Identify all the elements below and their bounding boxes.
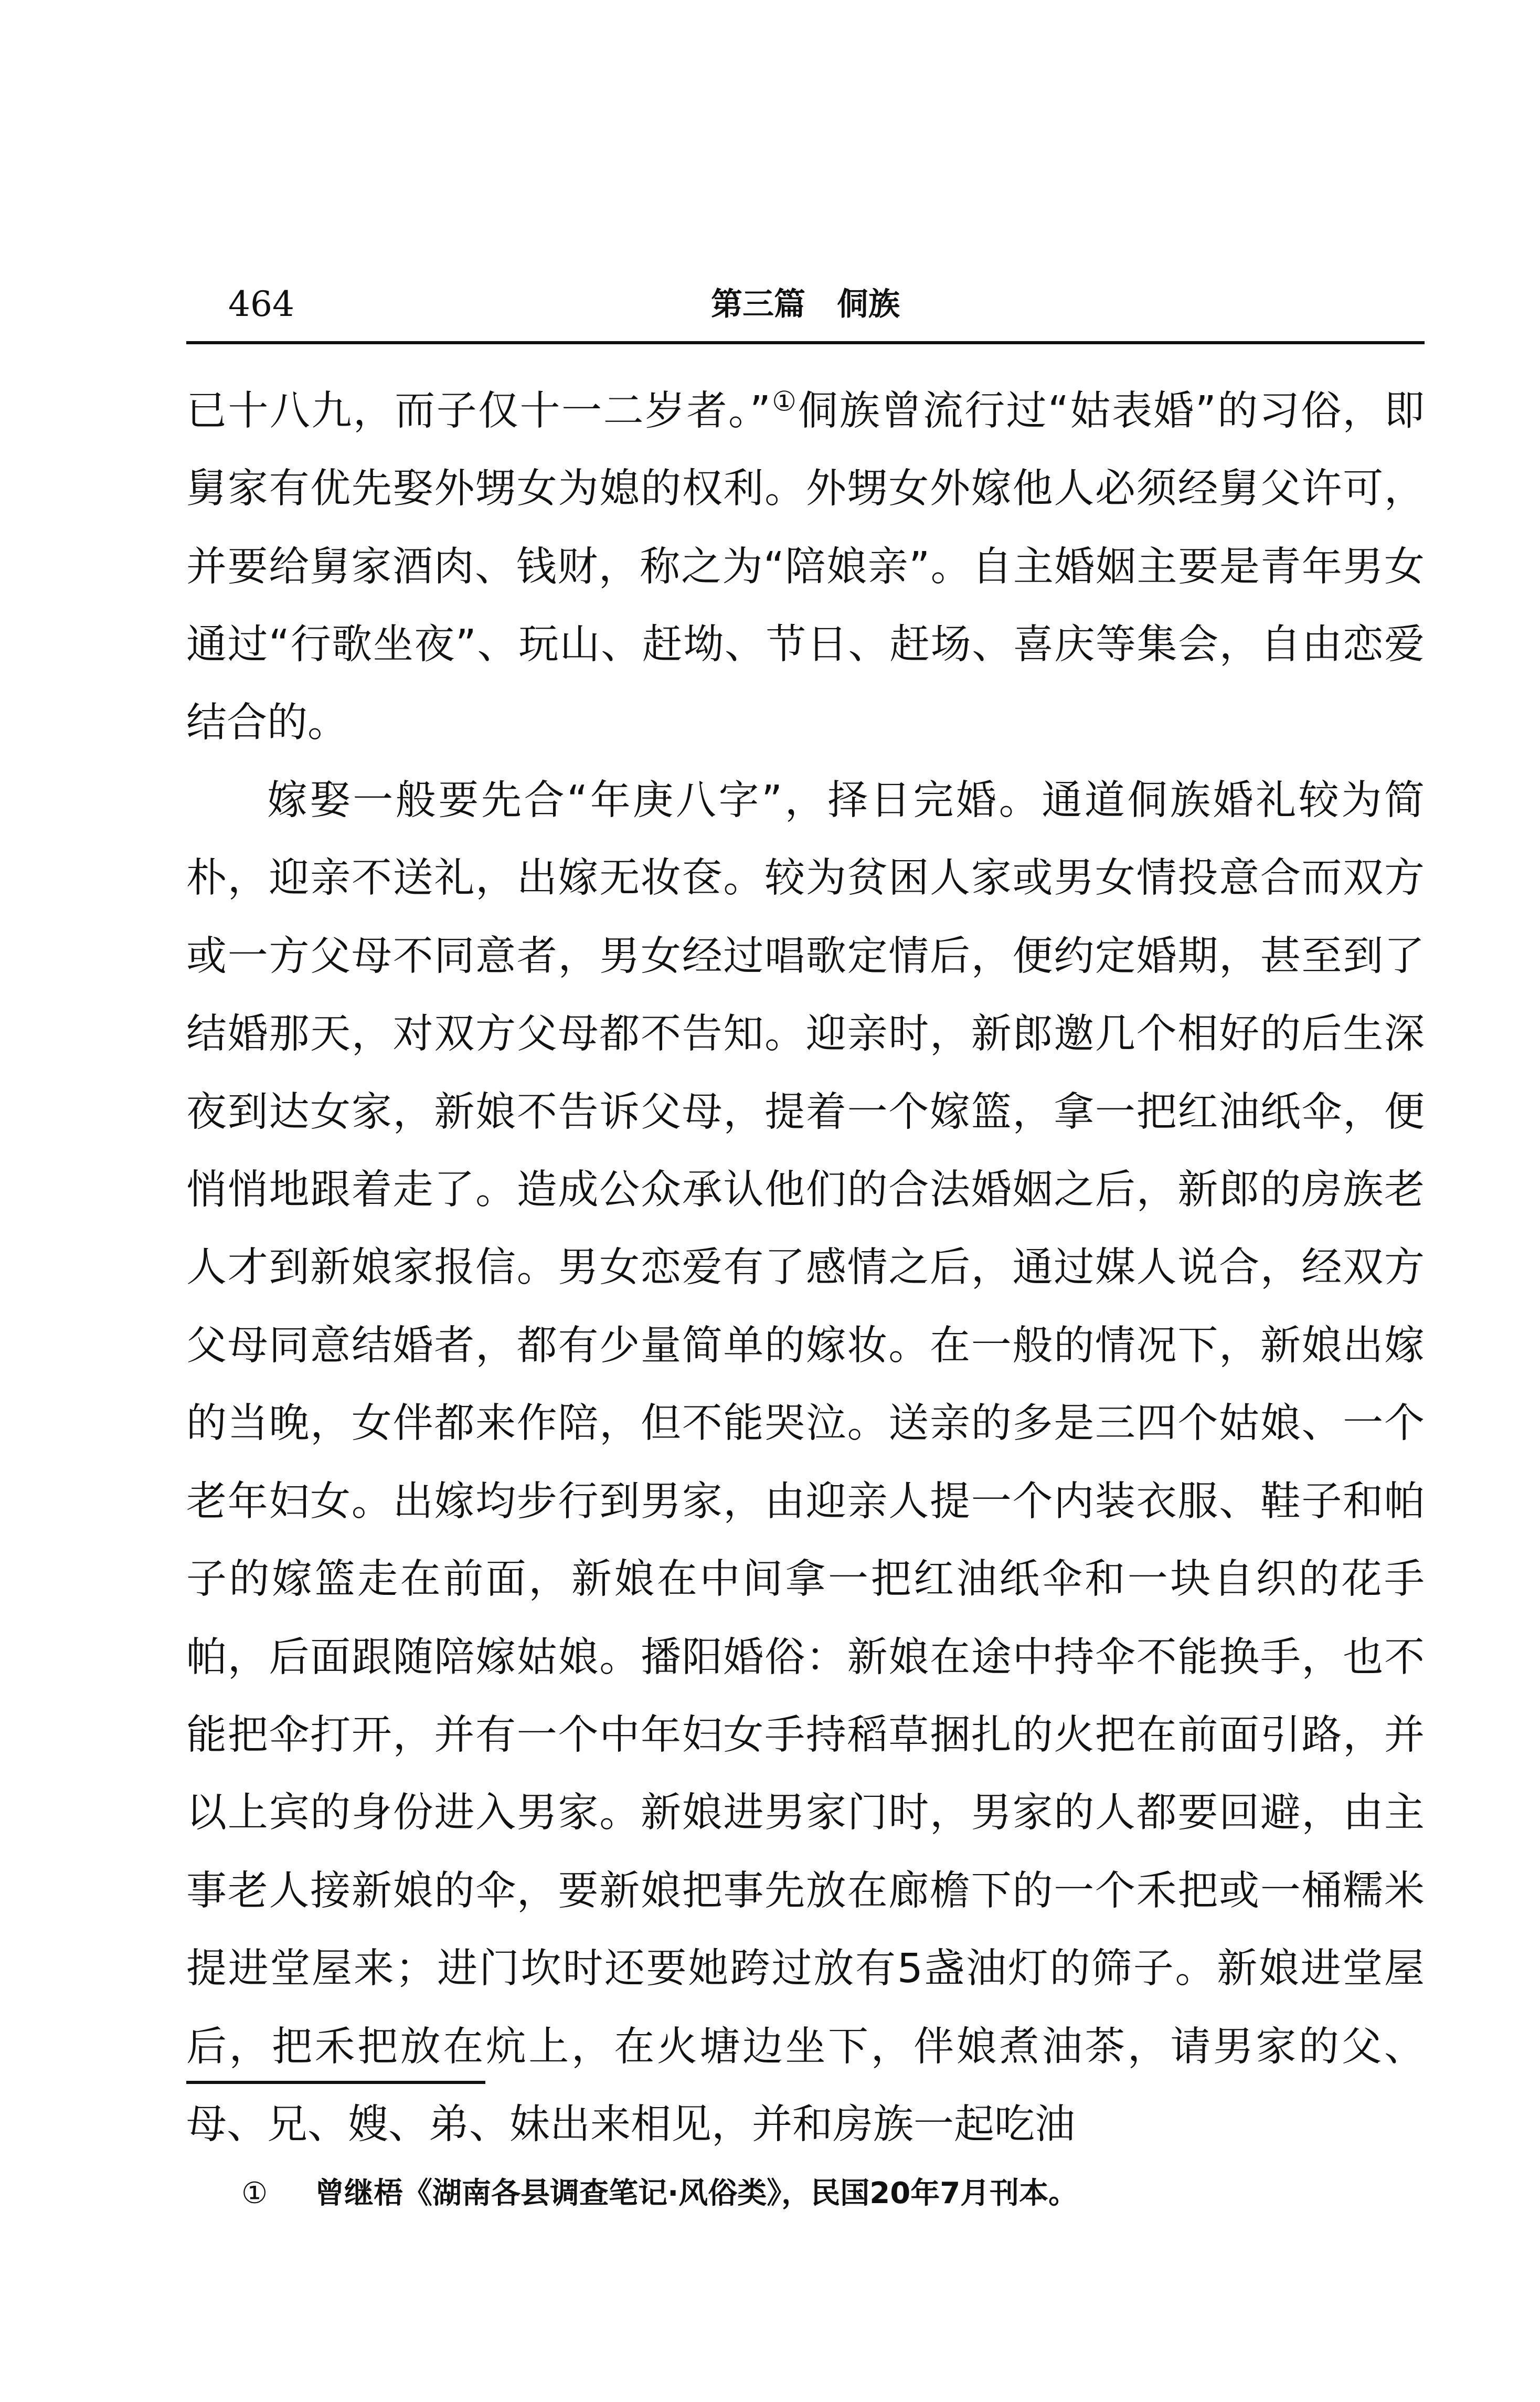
footnote-text: 曾继梧《湖南各县调查笔记·风俗类》，民国20年7月刊本。: [315, 2176, 1078, 2210]
footnote-number: ①: [241, 2176, 268, 2210]
paragraph-1: [186, 373, 1425, 762]
header-rule: [186, 341, 1425, 344]
footnote: [241, 2173, 1422, 2215]
main-text: [186, 373, 1425, 2164]
footnote-rule: [186, 2081, 485, 2084]
paragraph-2: 嫁娶一般要先合“年庚八字”，择日完婚。通道侗族婚礼较为简朴，迎亲不送礼，出嫁无妆奁。较为贫困人家或男女情投意合而双方或一方父母不同意者，男女经过唱歌定情后，便约定婚期，甚至到了结婚那天，对双方父母都不告知。迎亲时，新郎邀几个相好的后生深夜到达女家，新娘不告诉父母，提着一个嫁篮，拿一把红油纸伞，便悄悄地跟着走了。造成公众承认他们的合法婚姻之后，新郎的房族老人才到新娘家报信。男女恋爱有了感情之后，通过媒人说合，经双方父母同意结婚者，都有少量简单的嫁妆。在一般的情况下，新娘出嫁的当晚，女伴都来作陪，但不能哭泣。送亲的多是三四个姑娘、一个老年妇女。出嫁均步行到男家，由迎亲人提一个内装衣服、鞋子和帕子的嫁篮走在前面，新娘在中间拿一把红油纸伞和一块自织的花手帕，后面跟随陪嫁姑娘。播阳婚俗：新娘在途中持伞不能换手，也不能把伞打开，并有一个中年妇女手持稻草捆扎的火把在前面引路，并以上宾的身份进入男家。新娘进男家门时，男家的人都要回避，由主事老人接新娘的伞，要新娘把事先放在廊檐下的一个禾把或一桶糯米提进堂屋来；进门坎时还要她跨过放有5盏油灯的筛子。新娘进堂屋后，把禾把放在炕上，在火塘边坐下，伴娘煮油茶，请男家的父、母、兄、嫂、弟、妹出来相见，并和房族一起吃油: [186, 777, 1425, 2148]
footnote-reference: ①: [770, 386, 798, 418]
page-number: 464: [228, 284, 294, 324]
paragraph-1-start: 已十八九，而子仅十一二岁者。”: [186, 388, 771, 435]
running-title: 第三篇 侗族: [711, 286, 900, 323]
paragraph-1-rest: 侗族曾流行过“姑表婚”的习俗，即舅家有优先娶外甥女为媳的权利。外甥女外嫁他人必须经舅父许可，并要给舅家酒肉、钱财，称之为“陪娘亲”。自主婚姻主要是青年男女通过“行歌坐夜”、玩山、赶坳、节日、赶场、喜庆等集会，自由恋爱结合的。: [186, 388, 1425, 746]
page-header: [186, 278, 1425, 336]
